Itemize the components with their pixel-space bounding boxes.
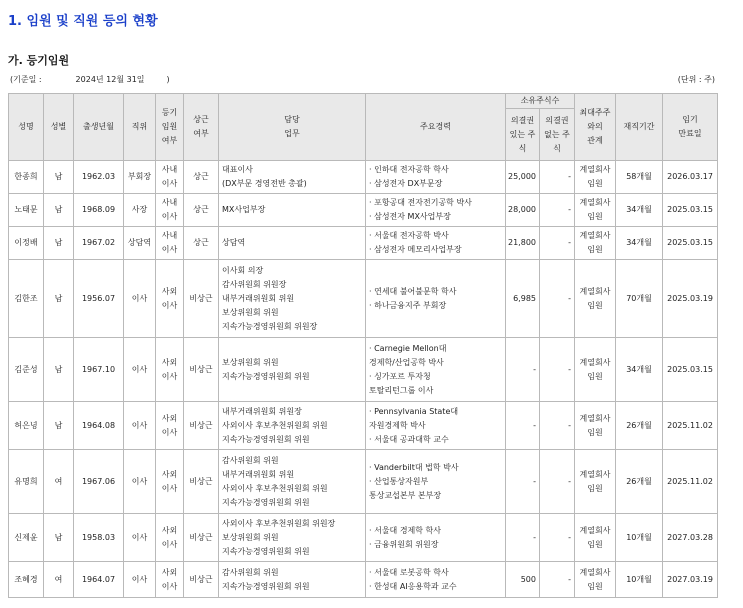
cell-expiry: 2027.03.19: [663, 562, 718, 598]
cell-career-line: · 한성대 AI응용학과 교수: [369, 581, 457, 591]
cell-career-line: · 서울대 공과대학 교수: [369, 434, 449, 444]
cell-career-line: 토탈리턴그룹 이사: [369, 385, 434, 395]
cell-expiry: 2027.03.28: [663, 514, 718, 562]
header-name: 성명: [9, 94, 44, 161]
cell-relation: [575, 338, 616, 402]
cell-duty-line: 감사위원회 위원: [222, 455, 279, 465]
cell-tenure: 10개월: [616, 562, 663, 598]
cell-career: [366, 194, 506, 227]
cell-fulltime: 상근: [184, 194, 219, 227]
cell-fulltime: 상근: [184, 227, 219, 260]
cell-relation: [575, 260, 616, 338]
cell-duty-line: 사외이사 후보추천위원회 위원: [222, 483, 328, 493]
cell-nonvoting: -: [540, 402, 575, 450]
cell-registered: [156, 338, 184, 402]
cell-position: 사장: [124, 194, 156, 227]
cell-relation-line: 계열회사: [579, 165, 611, 174]
unit-label: (단위 : 주): [677, 75, 715, 84]
cell-gender: 남: [44, 338, 74, 402]
cell-nonvoting: -: [540, 161, 575, 194]
cell-relation-line: 임원: [587, 371, 603, 381]
cell-voting: -: [506, 514, 540, 562]
cell-registered-line: 이사: [161, 581, 178, 591]
cell-registered: [156, 562, 184, 598]
cell-career-line: · 포항공대 전자전기공학 박사: [369, 198, 472, 207]
header-duty-line: 업무: [284, 129, 300, 138]
cell-career-line: · 인하대 전자공학 학사: [369, 165, 449, 174]
cell-registered-line: 사외: [161, 413, 178, 423]
cell-relation: [575, 562, 616, 598]
cell-registered-line: 사내: [161, 231, 178, 240]
cell-duty-line: 감사위원회 위원: [222, 567, 279, 577]
cell-relation-line: 계열회사: [579, 413, 611, 423]
cell-birth: 1964.08: [74, 402, 124, 450]
cell-relation: [575, 194, 616, 227]
table-body: [9, 161, 718, 598]
cell-expiry: 2026.03.17: [663, 161, 718, 194]
header-fulltime-line: 여부: [193, 129, 209, 138]
header-duty: [219, 94, 366, 161]
cell-registered-line: 이사: [161, 371, 178, 381]
cell-fulltime: 상근: [184, 161, 219, 194]
header-nonvoting-line: 의결권: [545, 115, 569, 125]
header-voting: [506, 109, 540, 161]
cell-tenure: 34개월: [616, 194, 663, 227]
cell-registered-line: 사내: [161, 198, 178, 207]
cell-career-line: · Carnegie Mellon대: [369, 343, 447, 353]
cell-duty-line: 감사위원회 위원장: [222, 279, 287, 289]
cell-career-line: · 산업통상자원부: [369, 476, 429, 486]
header-registered-line: 등기: [161, 108, 178, 117]
base-date-close: ): [166, 75, 170, 84]
cell-gender: 남: [44, 194, 74, 227]
cell-nonvoting: -: [540, 338, 575, 402]
cell-relation: [575, 161, 616, 194]
table-row: [9, 562, 718, 598]
cell-position: 이사: [124, 514, 156, 562]
cell-birth: 1967.10: [74, 338, 124, 402]
cell-birth: 1958.03: [74, 514, 124, 562]
header-career: 주요경력: [366, 94, 506, 161]
cell-voting: 25,000: [506, 161, 540, 194]
cell-relation-line: 계열회사: [579, 525, 611, 535]
cell-relation: [575, 514, 616, 562]
cell-voting: -: [506, 450, 540, 514]
cell-name: 한종희: [9, 161, 44, 194]
cell-voting: -: [506, 402, 540, 450]
header-voting-line: 의결권: [510, 115, 535, 125]
cell-relation-line: 임원: [587, 483, 603, 493]
executive-table: [8, 93, 718, 598]
header-registered: [156, 94, 184, 161]
cell-career-line: · 연세대 불어불문학 학사: [369, 286, 457, 296]
base-date-label: (기준일 :: [10, 75, 42, 84]
table-row: [9, 260, 718, 338]
cell-career: [366, 562, 506, 598]
cell-career-line: · 싱가포르 투자청: [369, 371, 431, 381]
table-row: [9, 161, 718, 194]
cell-birth: 1962.03: [74, 161, 124, 194]
cell-position: 상담역: [124, 227, 156, 260]
cell-career: [366, 260, 506, 338]
cell-registered-line: 사외: [161, 286, 178, 296]
cell-career-line: 자원경제학 박사: [369, 420, 426, 430]
cell-voting: 28,000: [506, 194, 540, 227]
cell-relation-line: 계열회사: [579, 357, 611, 367]
cell-nonvoting: -: [540, 450, 575, 514]
cell-duty-line: 지속가능경영위원회 위원장: [222, 321, 318, 331]
cell-nonvoting: -: [540, 260, 575, 338]
cell-registered-line: 사내: [161, 165, 178, 174]
cell-registered: [156, 227, 184, 260]
cell-tenure: 34개월: [616, 227, 663, 260]
table-row: [9, 227, 718, 260]
table-row: [9, 514, 718, 562]
cell-gender: 여: [44, 450, 74, 514]
cell-registered-line: 사외: [161, 357, 178, 367]
cell-name: 김준성: [9, 338, 44, 402]
cell-duty-line: 내부거래위원회 위원: [222, 469, 295, 479]
header-relation-line: 최대주주: [579, 108, 611, 117]
cell-duty: [219, 161, 366, 194]
cell-tenure: 26개월: [616, 450, 663, 514]
table-row: [9, 338, 718, 402]
cell-gender: 남: [44, 161, 74, 194]
header-gender: 성별: [44, 94, 74, 161]
header-nonvoting-line: 없는 주: [544, 129, 570, 139]
header-nonvoting-line: 식: [553, 143, 561, 153]
cell-gender: 남: [44, 227, 74, 260]
cell-nonvoting: -: [540, 194, 575, 227]
cell-relation-line: 임원: [587, 245, 603, 254]
cell-registered-line: 이사: [161, 245, 178, 254]
cell-tenure: 10개월: [616, 514, 663, 562]
header-shares: 소유주식수: [506, 94, 575, 109]
cell-expiry: 2025.11.02: [663, 450, 718, 514]
cell-duty: [219, 227, 366, 260]
cell-registered-line: 이사: [161, 427, 178, 437]
cell-registered-line: 사외: [161, 469, 178, 479]
header-fulltime-line: 상근: [193, 115, 209, 124]
cell-duty-line: 대표이사: [222, 165, 253, 174]
cell-name: 유명희: [9, 450, 44, 514]
cell-duty-line: 보상위원회 위원: [222, 357, 279, 367]
cell-birth: 1967.06: [74, 450, 124, 514]
cell-career: [366, 450, 506, 514]
cell-relation-line: 임원: [587, 427, 603, 437]
cell-name: 조혜경: [9, 562, 44, 598]
cell-gender: 남: [44, 260, 74, 338]
cell-registered: [156, 161, 184, 194]
header-expiry-line: 임기: [682, 115, 698, 124]
cell-gender: 남: [44, 402, 74, 450]
header-registered-line: 여부: [161, 136, 178, 145]
cell-career-line: · 서울대 경제학 학사: [369, 525, 441, 535]
cell-relation-line: 임원: [587, 300, 603, 310]
cell-duty: [219, 260, 366, 338]
header-birth: 출생년월: [74, 94, 124, 161]
cell-duty: [219, 562, 366, 598]
cell-duty-line: 내부거래위원회 위원장: [222, 406, 302, 416]
cell-position: 이사: [124, 402, 156, 450]
cell-tenure: 58개월: [616, 161, 663, 194]
cell-duty-line: MX사업부장: [222, 205, 266, 214]
cell-voting: 21,800: [506, 227, 540, 260]
cell-duty: [219, 338, 366, 402]
cell-duty-line: 상담역: [222, 238, 246, 247]
cell-relation: [575, 227, 616, 260]
cell-fulltime: 비상근: [184, 402, 219, 450]
cell-fulltime: 비상근: [184, 450, 219, 514]
header-registered-line: 임원: [161, 122, 178, 131]
cell-expiry: 2025.03.15: [663, 338, 718, 402]
cell-relation-line: 계열회사: [579, 286, 611, 296]
cell-duty-line: 사외이사 후보추천위원회 위원: [222, 420, 328, 430]
cell-career: [366, 402, 506, 450]
cell-nonvoting: -: [540, 562, 575, 598]
cell-duty-line: 지속가능경영위원회 위원: [222, 581, 310, 591]
cell-registered-line: 이사: [161, 300, 178, 310]
cell-relation-line: 계열회사: [579, 469, 611, 479]
cell-tenure: 34개월: [616, 338, 663, 402]
table-row: [9, 450, 718, 514]
header-tenure: 재직기간: [616, 94, 663, 161]
cell-registered-line: 사외: [161, 567, 178, 577]
cell-registered-line: 이사: [161, 539, 178, 549]
header-relation-line: 와의: [587, 122, 603, 131]
cell-registered: [156, 402, 184, 450]
cell-relation-line: 임원: [587, 212, 603, 221]
cell-registered-line: 이사: [161, 212, 178, 221]
cell-nonvoting: -: [540, 514, 575, 562]
cell-duty: [219, 514, 366, 562]
header-relation-line: 관계: [587, 136, 603, 145]
cell-name: 신제윤: [9, 514, 44, 562]
cell-fulltime: 비상근: [184, 514, 219, 562]
cell-career-line: · 금융위원회 위원장: [369, 539, 439, 549]
cell-name: 이정배: [9, 227, 44, 260]
cell-position: 부회장: [124, 161, 156, 194]
cell-duty-line: 지속가능경영위원회 위원: [222, 371, 310, 381]
cell-expiry: 2025.03.15: [663, 227, 718, 260]
cell-duty-line: 사외이사 후보추천위원회 위원장: [222, 518, 336, 528]
cell-relation-line: 임원: [587, 539, 603, 549]
cell-relation: [575, 450, 616, 514]
header-voting-line: 있는 주: [509, 129, 536, 139]
cell-duty-line: (DX부문 경영전반 총괄): [222, 179, 307, 188]
cell-tenure: 70개월: [616, 260, 663, 338]
header-relation: [575, 94, 616, 161]
cell-registered-line: 이사: [161, 179, 178, 188]
cell-birth: 1956.07: [74, 260, 124, 338]
header-fulltime: [184, 94, 219, 161]
base-date: [10, 74, 170, 85]
table-row: [9, 402, 718, 450]
cell-career-line: · 하나금융지주 부회장: [369, 300, 447, 310]
cell-career: [366, 514, 506, 562]
cell-career: [366, 338, 506, 402]
cell-relation-line: 임원: [587, 179, 603, 188]
cell-duty-line: 내부거래위원회 위원: [222, 293, 295, 303]
cell-expiry: 2025.03.19: [663, 260, 718, 338]
cell-duty: [219, 450, 366, 514]
cell-registered-line: 사외: [161, 525, 178, 535]
cell-duty-line: 보상위원회 위원: [222, 307, 279, 317]
cell-duty-line: 지속가능경영위원회 위원: [222, 434, 310, 444]
cell-fulltime: 비상근: [184, 260, 219, 338]
cell-duty-line: 지속가능경영위원회 위원: [222, 546, 310, 556]
cell-birth: 1968.09: [74, 194, 124, 227]
cell-name: 노태문: [9, 194, 44, 227]
base-date-value: 2024년 12월 31일: [75, 75, 145, 84]
cell-relation-line: 임원: [587, 581, 603, 591]
cell-birth: 1967.02: [74, 227, 124, 260]
cell-registered: [156, 514, 184, 562]
cell-career-line: 통상교섭본부 본부장: [369, 490, 442, 500]
cell-birth: 1964.07: [74, 562, 124, 598]
header-duty-line: 담당: [284, 115, 300, 124]
cell-registered: [156, 260, 184, 338]
cell-name: 허은녕: [9, 402, 44, 450]
cell-voting: 6,985: [506, 260, 540, 338]
cell-nonvoting: -: [540, 227, 575, 260]
cell-career-line: · 삼성전자 DX부문장: [369, 179, 443, 188]
cell-registered: [156, 194, 184, 227]
cell-career: [366, 227, 506, 260]
cell-position: 이사: [124, 562, 156, 598]
header-expiry: [663, 94, 718, 161]
cell-duty: [219, 402, 366, 450]
cell-position: 이사: [124, 450, 156, 514]
cell-expiry: 2025.11.02: [663, 402, 718, 450]
cell-voting: -: [506, 338, 540, 402]
cell-relation-line: 계열회사: [579, 231, 611, 240]
cell-gender: 남: [44, 514, 74, 562]
cell-name: 김한조: [9, 260, 44, 338]
header-expiry-line: 만료일: [678, 129, 702, 138]
cell-position: 이사: [124, 260, 156, 338]
header-position: 직위: [124, 94, 156, 161]
cell-tenure: 26개월: [616, 402, 663, 450]
section-title: 가. 등기임원: [8, 54, 70, 67]
cell-registered: [156, 450, 184, 514]
cell-career-line: · 삼성전자 MX사업부장: [369, 212, 451, 221]
cell-career-line: · 서울대 전자공학 박사: [369, 231, 449, 240]
cell-fulltime: 비상근: [184, 338, 219, 402]
cell-gender: 여: [44, 562, 74, 598]
page-title: 1. 임원 및 직원 등의 현황: [8, 14, 158, 29]
cell-expiry: 2025.03.15: [663, 194, 718, 227]
cell-career-line: · Vanderbilt대 법학 박사: [369, 462, 459, 472]
table-row: [9, 194, 718, 227]
cell-career: [366, 161, 506, 194]
cell-relation: [575, 402, 616, 450]
cell-relation-line: 계열회사: [579, 198, 611, 207]
cell-career-line: · 서울대 로봇공학 학사: [369, 567, 449, 577]
cell-career-line: · 삼성전자 메모리사업부장: [369, 245, 462, 254]
cell-fulltime: 비상근: [184, 562, 219, 598]
cell-position: 이사: [124, 338, 156, 402]
cell-relation-line: 계열회사: [579, 567, 611, 577]
cell-duty-line: 이사회 의장: [222, 265, 264, 275]
cell-duty: [219, 194, 366, 227]
header-nonvoting: [540, 109, 575, 161]
cell-registered-line: 이사: [161, 483, 178, 493]
cell-voting: 500: [506, 562, 540, 598]
cell-duty-line: 지속가능경영위원회 위원: [222, 497, 310, 507]
header-voting-line: 식: [518, 143, 527, 153]
cell-career-line: 경제학/산업공학 박사: [369, 357, 444, 367]
cell-duty-line: 보상위원회 위원: [222, 532, 279, 542]
cell-career-line: · Pennsylvania State대: [369, 406, 459, 416]
